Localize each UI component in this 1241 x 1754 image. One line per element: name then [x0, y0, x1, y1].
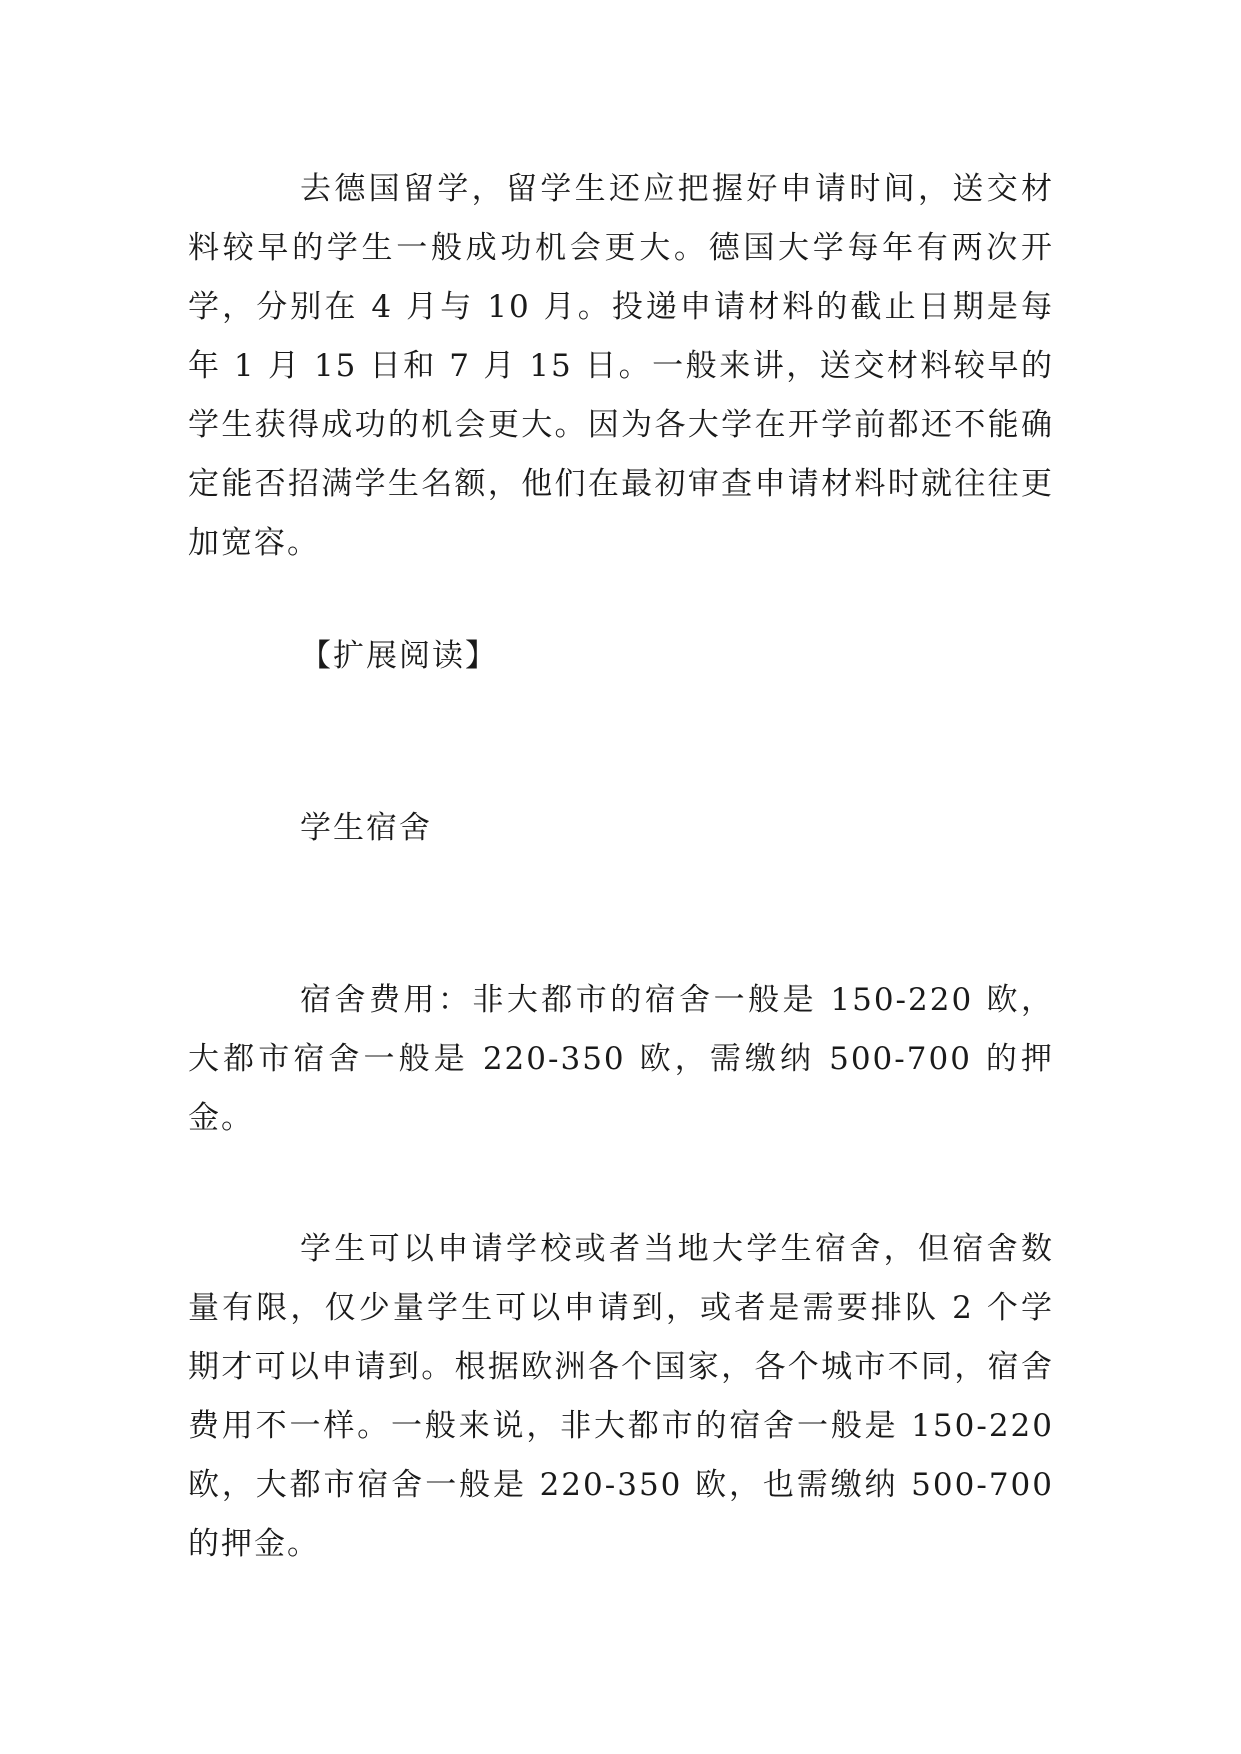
paragraph-dorm-application: 学生可以申请学校或者当地大学生宿舍，但宿舍数量有限，仅少量学生可以申请到，或者是需要排队 2 个学期才可以申请到。根据欧洲各个国家，各个城市不同，宿舍费用不一样。一般来说，非大都市的宿舍一般是 150-220 欧，大都市宿舍一般是 220-350 欧，也需缴纳 500-700 的押金。	[188, 1231, 1054, 1562]
extended-reading-heading: 【扩展阅读】	[300, 638, 498, 674]
paragraph-application-timing: 去德国留学，留学生还应把握好申请时间，送交材料较早的学生一般成功机会更大。德国大学每年有两次开学，分别在 4 月与 10 月。投递申请材料的截止日期是每年 1 月 15 日和 7 月 15 日。一般来讲，送交材料较早的学生获得成功的机会更大。因为各大学在开学前都还不能确定能否招满学生名额，他们在最初审查申请材料时就往往更加宽容。	[188, 171, 1054, 561]
student-dorm-heading: 学生宿舍	[300, 810, 432, 846]
paragraph-dorm-fees: 宿舍费用：非大都市的宿舍一般是 150-220 欧，大都市宿舍一般是 220-350 欧，需缴纳 500-700 的押金。	[188, 982, 1054, 1136]
